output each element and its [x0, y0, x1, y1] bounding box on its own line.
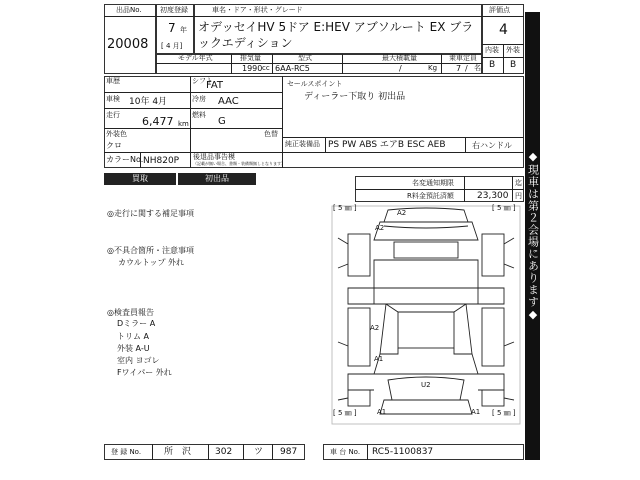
shift-value: FAT [206, 80, 224, 91]
tax-deadline-label: 名変通知期限 [412, 179, 454, 187]
fuel-value: G [218, 116, 226, 127]
damage-code: A2 [375, 224, 385, 232]
mileage-value: 6,477 [142, 115, 174, 128]
tire-depth-front-right: [ 5 ㎜ ] [492, 204, 516, 212]
tax-deadline-unit: 迄 [515, 179, 522, 187]
shift-label: シフト [192, 77, 213, 85]
mileage-unit: km [178, 120, 189, 128]
damage-code: U2 [421, 381, 431, 389]
plate-region: 所 沢 [164, 447, 192, 457]
report-item: トリム A [117, 332, 150, 341]
report-item: Dミラー A [117, 319, 156, 328]
plate-label: 登 録 No. [111, 448, 142, 456]
post-sublabel: （記載が無い場合、書類・装備類無しとなります） [193, 161, 285, 166]
damage-code: A2 [397, 209, 407, 217]
interior-label: 内装 [485, 46, 499, 54]
grade-label: 評価点 [489, 6, 510, 14]
color-value: クロ [106, 141, 122, 150]
recycle-value: 23,300 [477, 191, 509, 201]
damage-code: A1 [471, 408, 481, 416]
color-no-value: NH820P [143, 156, 180, 166]
equipment-value: PS PW ABS エアB ESC AEB [328, 140, 446, 150]
report-item: 外装 A-U [117, 344, 150, 353]
car-damage-diagram [328, 204, 524, 426]
defect-item: カウルトップ 外れ [118, 258, 185, 267]
capacity-slash: / [465, 64, 468, 73]
model-name: オデッセイHV 5ドア E:HEV アブソルート EX ブラックエディション [198, 20, 474, 50]
ac-value: AAC [218, 96, 239, 107]
color-label: 外装色 [106, 130, 127, 138]
tire-depth-front-left: [ 5 ㎜ ] [333, 204, 357, 212]
displacement-label: 排気量 [240, 54, 261, 62]
max-load-unit: Kg [428, 64, 438, 72]
color-change-label: 色替 [264, 130, 278, 138]
damage-code: A1 [374, 355, 384, 363]
lot-number: 20008 [107, 37, 149, 52]
first-listing-bar: 初出品 [178, 173, 256, 185]
tire-depth-rear-right: [ 5 ㎜ ] [492, 409, 516, 417]
damage-code: A1 [377, 408, 387, 416]
venue-banner: ◆現車は第２会場にあります◆ [525, 12, 540, 460]
sales-point-value: ディーラー下取り 初出品 [304, 92, 406, 102]
mileage-label: 走行 [106, 111, 120, 119]
model-code-value: 6AA-RC5 [275, 64, 310, 73]
model-code-label: 型式 [298, 54, 312, 62]
capacity-unit: 名 [474, 64, 481, 72]
color-no-label: カラーNo. [106, 155, 144, 164]
equipment-label: 純正装備品 [285, 140, 320, 148]
displacement-value: 1990 [242, 64, 263, 73]
serial-label: 車 台 No. [330, 448, 361, 456]
first-registration-year: 7 [168, 21, 176, 35]
max-load-label: 最大積載量 [382, 54, 417, 62]
ac-label: 冷房 [192, 95, 206, 103]
exterior-label: 外装 [506, 46, 520, 54]
fuel-label: 燃料 [192, 111, 206, 119]
report-item: 室内 ヨゴレ [117, 356, 160, 365]
model-name-label: 車名・ドア・形状・グレード [212, 6, 303, 14]
sales-point-label: セールスポイント [287, 80, 343, 88]
lot-number-label: 出品No. [116, 6, 142, 14]
plate-kana: ツ [254, 447, 264, 457]
defect-notes-title: ◎不具合箇所・注意事項 [107, 246, 194, 255]
tire-depth-rear-left: [ 5 ㎜ ] [333, 409, 357, 417]
travel-notes-title: ◎走行に関する補足事項 [107, 209, 194, 218]
grade-value: 4 [499, 22, 508, 38]
inspection-value: 10年 4月 [129, 97, 168, 107]
max-load-value: / [399, 64, 402, 73]
steering-value: 右ハンドル [472, 141, 512, 150]
serial-number: RC5-1100837 [372, 447, 434, 457]
inspector-report-title: ◎検査員報告 [107, 308, 154, 317]
first-registration-label: 初度登録 [160, 6, 188, 14]
first-registration-month: [ 4 月] [161, 42, 183, 50]
capacity-value: 7 [456, 64, 462, 73]
interior-grade: B [489, 60, 496, 70]
post-label: 後退品事告模 [193, 153, 235, 161]
buy-bar: 買取 [104, 173, 176, 185]
plate-class: 302 [215, 447, 233, 457]
damage-code: A2 [370, 324, 380, 332]
recycle-unit: 円 [515, 192, 522, 200]
report-item: Fワイパー 外れ [117, 368, 172, 377]
exterior-grade: B [510, 60, 517, 70]
plate-number: 987 [280, 447, 298, 457]
displacement-unit: cc [262, 64, 270, 72]
capacity-label: 乗車定員 [449, 54, 477, 62]
first-registration-year-unit: 年 [180, 26, 187, 34]
model-year-label: モデル年式 [178, 54, 213, 62]
recycle-label: R料金預託済額 [407, 192, 454, 200]
history-label: 車歴 [106, 77, 120, 85]
inspection-label: 車検 [106, 95, 120, 103]
